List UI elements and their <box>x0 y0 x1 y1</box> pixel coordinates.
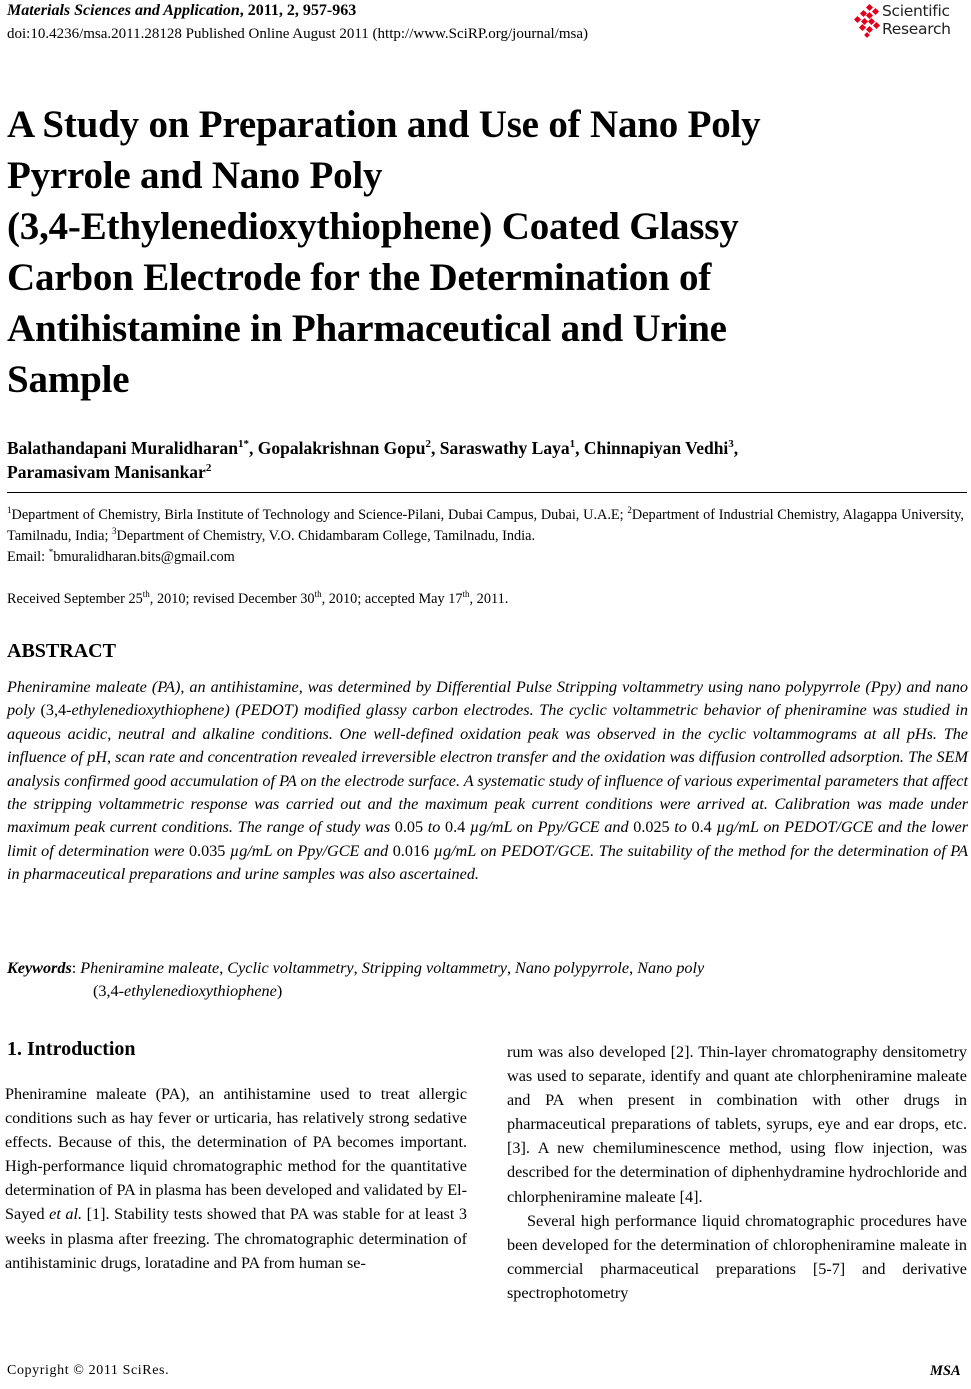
title-line: Sample <box>7 358 130 401</box>
ordinal: th <box>462 589 470 600</box>
keyword: Nano poly <box>637 959 705 977</box>
logo-text <box>882 2 951 38</box>
abstract-text: pH <box>87 748 107 767</box>
ordinal: th <box>314 589 322 600</box>
author-affil-mark: 1 <box>569 438 576 451</box>
separator: , <box>575 438 584 458</box>
diamond-cluster-icon <box>852 4 882 38</box>
numeric-value: 0.4 <box>444 818 466 837</box>
abstract-text: ) modified glassy carbon electrodes. The cyclic voltammetric behavior of pheniramine was studied in aqueous acidic, neutral and alkaline conditions. One well-defined oxidation peak was observed in the cyclic voltammograms at all pHs. The influence of <box>7 701 968 767</box>
body-column-right <box>507 1040 967 1305</box>
separator: , <box>431 438 440 458</box>
author: Balathandapani Muralidharan <box>7 438 238 458</box>
affil-mark: 2 <box>627 505 632 516</box>
keyword: Cyclic voltammetry <box>227 959 354 977</box>
abstract-text: µg/mL on PEDOT/GCE. The suitability of the method for the determination of PA in pharmaceutical preparations and urine samples was also ascertained. <box>7 841 968 884</box>
year: , 2011. <box>469 591 509 607</box>
affiliation: Department of Industrial Chemistry, Alagappa University, Tamilnadu, India; <box>7 507 964 544</box>
doi-line[interactable]: doi:10.4236/msa.2011.28128 Published Online August 2011 (http://www.SciRP.org/journal/msa) <box>7 26 588 42</box>
separator: : <box>71 959 81 977</box>
abstract-text: to <box>669 818 692 837</box>
keyword: Pheniramine maleate <box>80 959 220 977</box>
accepted-date: , 2010; accepted May 17 <box>321 591 463 607</box>
abstract-text: ethylenedioxythiophene <box>71 701 225 720</box>
logo-line-1: Scientific <box>882 2 950 20</box>
section-heading-introduction: 1. Introduction <box>7 1038 136 1060</box>
paragraph: Several high performance liquid chromatographic procedures have been developed for the determination of chloropheniramine maleate in commercial pharmaceutical preparations [5-7] and derivative spectrophotometry <box>507 1211 967 1302</box>
abstract-text: ) ( <box>224 701 241 720</box>
abstract-text: Pheniramine maleate ( <box>7 678 158 696</box>
author: Saraswathy Laya <box>439 438 570 458</box>
author-affil-mark: 1* <box>237 438 249 451</box>
journal-issue: , 2011, 2, 957-963 <box>239 2 357 19</box>
title-line: Antihistamine in Pharmaceutical and Urine <box>7 307 727 350</box>
author-list <box>7 436 967 484</box>
author: Gopalakrishnan Gopu <box>257 438 426 458</box>
keyword: ethylenedioxythiophene <box>124 982 277 1000</box>
revised-date: , 2010; revised December 30 <box>149 591 315 607</box>
journal-abbreviation: MSA <box>930 1363 961 1379</box>
journal-name: Materials Sciences and Application <box>7 2 240 19</box>
affiliation: Department of Chemistry, V.O. Chidambaram College, Tamilnadu, India. <box>116 528 536 544</box>
abstract-text: to <box>423 818 445 837</box>
abstract-text: PA <box>157 678 175 696</box>
paragraph <box>5 1082 467 1275</box>
paragraph-text: et al. <box>49 1205 83 1224</box>
body-column-left <box>5 1082 467 1275</box>
affiliation: Department of Chemistry, Birla Institute of Technology and Science-Pilani, Dubai Campus, Dubai, U.A.E; <box>11 507 628 523</box>
keywords-label: Keywords <box>7 959 72 977</box>
abstract-text: (3,4- <box>40 701 72 720</box>
title-line: Pyrrole and Nano Poly <box>7 154 383 197</box>
paragraph-text: [1]. Stability tests showed that PA was stable for at least 3 weeks in plasma after freezing. The chromatographic determination of antihistaminic drugs, loratadine and PA from human se- <box>5 1205 467 1272</box>
separator: , <box>506 959 516 977</box>
email-link[interactable]: bmuralidharan.bits@gmail.com <box>53 549 235 565</box>
author: Chinnapiyan Vedhi <box>583 438 729 458</box>
abstract-text: , scan rate and concentration revealed irreversible electron transfer and the oxidation was diffusion controlled adsorption. The SEM analysis confirmed good accumulation of PA on the electrode surface. A systematic study of influence of various experimental parameters that affect the stripping voltammetric response was carried out and the maximum peak current conditions were arrived at. Calibration was made under maximum peak current conditions. The range of study was <box>7 748 968 837</box>
copyright: Copyright © 2011 SciRes. <box>7 1363 170 1378</box>
keyword-continuation <box>7 980 967 1003</box>
author: Paramasivam Manisankar <box>7 462 206 482</box>
publisher-logo[interactable] <box>852 2 971 44</box>
email-label: Email: <box>7 549 49 565</box>
numeric-value: 0.035 <box>188 841 226 860</box>
separator: , <box>219 959 228 977</box>
abstract-text: µg/mL on PEDOT/GCE and the lower limit of determination were <box>7 818 969 860</box>
abstract-text: ), an antihistamine, was determined by Differential Pulse Stripping voltammetry using nano polypyrrole ( <box>174 678 871 696</box>
affil-mark: 1 <box>7 505 12 516</box>
publication-dates <box>7 589 508 610</box>
author-affil-mark: 3 <box>728 438 734 451</box>
keyword: (3,4- <box>93 982 125 1000</box>
divider <box>7 492 967 493</box>
affil-mark: 3 <box>112 526 117 537</box>
numeric-value: 0.025 <box>633 818 670 837</box>
title-line: (3,4-Ethylenedioxythiophene) Coated Glassy <box>7 205 739 248</box>
numeric-value: 0.4 <box>691 818 712 837</box>
author-affil-mark: 2 <box>205 462 212 475</box>
logo-line-2: Research <box>882 20 951 38</box>
abstract-body <box>7 676 968 887</box>
separator: , <box>733 438 739 458</box>
keyword: Stripping voltammetry <box>361 959 507 977</box>
abstract-text: ) and nano poly <box>7 678 969 720</box>
abstract-text: µg/mL on Ppy/GCE and <box>465 818 634 837</box>
title-line: Carbon Electrode for the Determination of <box>7 256 712 299</box>
email-mark: * <box>48 547 54 558</box>
separator: , <box>248 438 258 458</box>
numeric-value: 0.05 <box>394 818 424 837</box>
ordinal: th <box>142 589 150 600</box>
affiliations <box>7 505 964 568</box>
numeric-value: 0.016 <box>392 841 430 860</box>
paragraph: rum was also developed [2]. Thin-layer chromatography densitometry was used to separate, identify and quant ate chlorpheniramine maleate and PA when present in combination with other drugs in pharmaceutical preparations of tablets, syrups, eye and ear drops, etc. [3]. A new chemiluminescence method, using flow injection, was described for the determination of diphenhydramine hydrochloride and chlorpheniramine maleate [4]. <box>507 1043 967 1206</box>
abstract-text: µg/mL on Ppy/GCE and <box>225 841 393 860</box>
abstract-text: Ppy <box>870 678 896 696</box>
abstract-heading: ABSTRACT <box>7 640 116 662</box>
keywords <box>7 957 967 1003</box>
separator: , <box>629 959 638 977</box>
keyword: ) <box>276 982 283 1000</box>
paragraph-text: Pheniramine maleate (PA), an antihistamine used to treat allergic conditions such as hay fever or urticaria, has relatively strong sedative effects. Because of this, the determination of PA becomes important. High-performance liquid chromatographic method for the quantitative determination of PA in plasma has been developed and validated by El-Sayed <box>5 1085 467 1224</box>
abstract-text: PEDOT <box>240 701 293 720</box>
journal-citation <box>7 1 356 21</box>
title-line: A Study on Preparation and Use of Nano Poly <box>7 103 761 146</box>
received-date: Received September 25 <box>7 591 143 607</box>
keyword: Nano polypyrrole <box>515 959 630 977</box>
paper-title <box>7 99 907 405</box>
separator: , <box>353 959 362 977</box>
author-affil-mark: 2 <box>425 438 432 451</box>
